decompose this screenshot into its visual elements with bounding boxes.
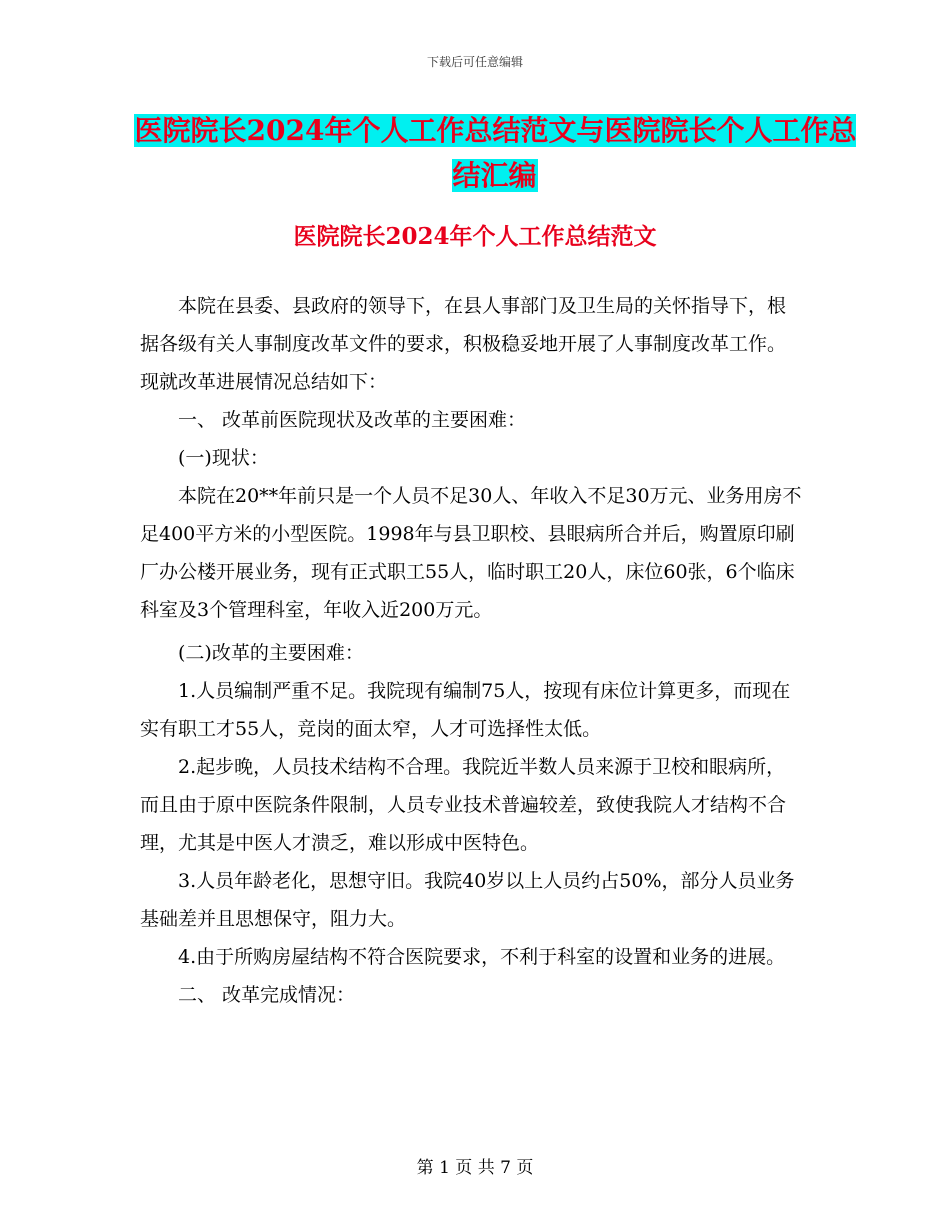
document-title-text: 医院院长2024年个人工作总结范文与医院院长个人工作总结汇编 xyxy=(134,114,857,192)
header-note: 下载后可任意编辑 xyxy=(426,55,523,69)
paragraph: 4.由于所购房屋结构不符合医院要求，不利于科室的设置和业务的进展。 xyxy=(178,946,786,968)
paragraph: 3.人员年龄老化，思想守旧。我院40岁以上人员约占50%，部分人员业务基础差并且思想保守，阻力大。 xyxy=(140,870,795,930)
section-title: 医院院长2024年个人工作总结范文 xyxy=(293,223,657,250)
document-body xyxy=(140,287,802,1014)
paragraph: 二、 改革完成情况： xyxy=(178,984,356,1006)
document-title xyxy=(120,108,870,198)
paragraph: 一、 改革前医院现状及改革的主要困难： xyxy=(178,409,527,431)
paragraph: 1.人员编制严重不足。我院现有编制75人，按现有床位计算更多，而现在实有职工才55人，竞岗的面太窄，人才可选择性太低。 xyxy=(140,680,791,740)
paragraph: 本院在20**年前只是一个人员不足30人、年收入不足30万元、业务用房不足400平方米的小型医院。1998年与县卫职校、县眼病所合并后，购置原印刷厂办公楼开展业务，现有正式职工55人，临时职工20人，床位60张，6个临床科室及3个管理科室，年收入近200万元。 xyxy=(140,485,802,621)
paragraph: 本院在县委、县政府的领导下，在县人事部门及卫生局的关怀指导下，根据各级有关人事制度改革文件的要求，积极稳妥地开展了人事制度改革工作。现就改革进展情况总结如下： xyxy=(140,295,787,393)
paragraph: 2.起步晚，人员技术结构不合理。我院近半数人员来源于卫校和眼病所，而且由于原中医院条件限制，人员专业技术普遍较差，致使我院人才结构不合理，尤其是中医人才溃乏，难以形成中医特色。 xyxy=(140,756,787,854)
paragraph: (一)现状： xyxy=(178,447,269,469)
page-footer: 第 1 页 共 7 页 xyxy=(416,1158,534,1178)
paragraph: (二)改革的主要困难： xyxy=(178,642,364,664)
